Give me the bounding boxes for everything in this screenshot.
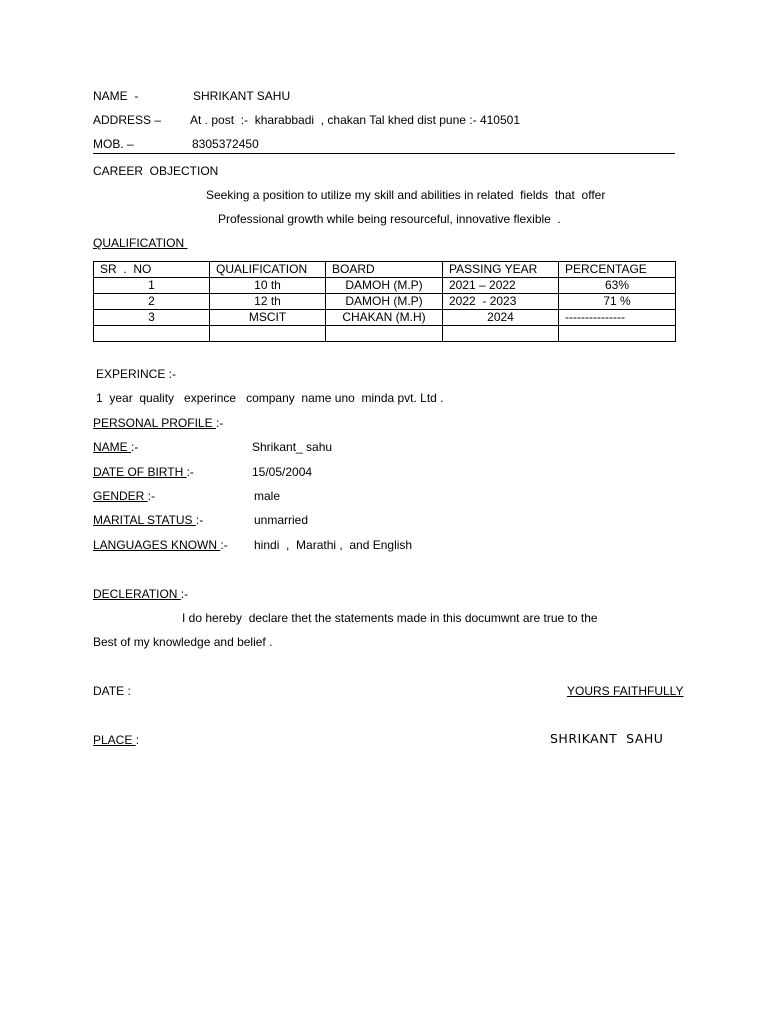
languages-value: hindi , Marathi , and English <box>254 538 413 552</box>
name-value: SHRIKANT SAHU <box>193 89 291 103</box>
career-line-1: Seeking a position to utilize my skill and abilities in related fields that offer <box>206 188 606 202</box>
career-heading: CAREER OBJECTION <box>93 164 219 178</box>
gender-label: GENDER :- <box>93 489 156 503</box>
name-label: NAME - <box>93 89 139 103</box>
table-cell-sr-no <box>94 326 210 342</box>
qualification-heading: QUALIFICATION <box>93 236 188 250</box>
experience-text: 1 year quality experince company name uno minda pvt. Ltd . <box>96 391 444 405</box>
table-row <box>94 278 676 294</box>
table-cell-board <box>326 326 443 342</box>
table-cell-sr-no: 3 <box>94 310 210 326</box>
table-row <box>94 294 676 310</box>
table-cell-passing-year: 2021 – 2022 <box>443 278 559 294</box>
table-row-empty <box>94 326 676 342</box>
declaration-line-1: I do hereby declare thet the statements made in this documwnt are true to the <box>182 611 598 625</box>
table-cell-passing-year: 2022 - 2023 <box>443 294 559 310</box>
marital-status-label: MARITAL STATUS :- <box>93 513 204 527</box>
declaration-heading: DECLERATION :- <box>93 587 189 601</box>
table-cell-qualification: MSCIT <box>210 310 326 326</box>
table-cell-sr-no: 2 <box>94 294 210 310</box>
yours-faithfully: YOURS FAITHFULLY <box>567 684 684 698</box>
column-header-passing-year: PASSING YEAR <box>443 262 559 278</box>
table-cell-percentage <box>559 326 676 342</box>
dob-value: 15/05/2004 <box>252 465 313 479</box>
table-cell-qualification <box>210 326 326 342</box>
table-cell-sr-no: 1 <box>94 278 210 294</box>
personal-name-value: Shrikant_ sahu <box>252 440 333 454</box>
table-row <box>94 310 676 326</box>
address-value: At . post :- kharabbadi , chakan Tal khed dist pune :- 410501 <box>190 113 520 127</box>
column-header-sr-no: SR . NO <box>94 262 210 278</box>
personal-profile-heading: PERSONAL PROFILE :- <box>93 416 224 430</box>
personal-name-label: NAME :- <box>93 440 139 454</box>
table-cell-qualification: 12 th <box>210 294 326 310</box>
table-cell-passing-year: 2024 <box>443 310 559 326</box>
table-cell-board: DAMOH (M.P) <box>326 278 443 294</box>
column-header-qualification: QUALIFICATION <box>210 262 326 278</box>
mob-value: 8305372450 <box>192 137 259 151</box>
table-cell-percentage: --------------- <box>559 310 676 326</box>
table-header-row <box>94 262 676 278</box>
address-label: ADDRESS – <box>93 113 162 127</box>
qualification-table <box>93 261 676 342</box>
table-cell-board: DAMOH (M.P) <box>326 294 443 310</box>
table-cell-qualification: 10 th <box>210 278 326 294</box>
signature-name: SHRIKANT SAHU <box>550 731 664 746</box>
table-cell-percentage: 71 % <box>559 294 676 310</box>
experience-heading: EXPERINCE :- <box>96 367 177 381</box>
column-header-board: BOARD <box>326 262 443 278</box>
dob-label: DATE OF BIRTH :- <box>93 465 194 479</box>
table-cell-board: CHAKAN (M.H) <box>326 310 443 326</box>
place-label: PLACE : <box>93 733 140 747</box>
header-divider <box>93 153 675 154</box>
career-line-2: Professional growth while being resourceful, innovative flexible . <box>218 212 561 226</box>
gender-value: male <box>254 489 281 503</box>
table-cell-passing-year <box>443 326 559 342</box>
mob-label: MOB. – <box>93 137 134 151</box>
declaration-line-2: Best of my knowledge and belief . <box>93 635 273 649</box>
date-label: DATE : <box>93 684 131 698</box>
languages-label: LANGUAGES KNOWN :- <box>93 538 228 552</box>
column-header-percentage: PERCENTAGE <box>559 262 676 278</box>
marital-status-value: unmarried <box>254 513 309 527</box>
table-cell-percentage: 63% <box>559 278 676 294</box>
